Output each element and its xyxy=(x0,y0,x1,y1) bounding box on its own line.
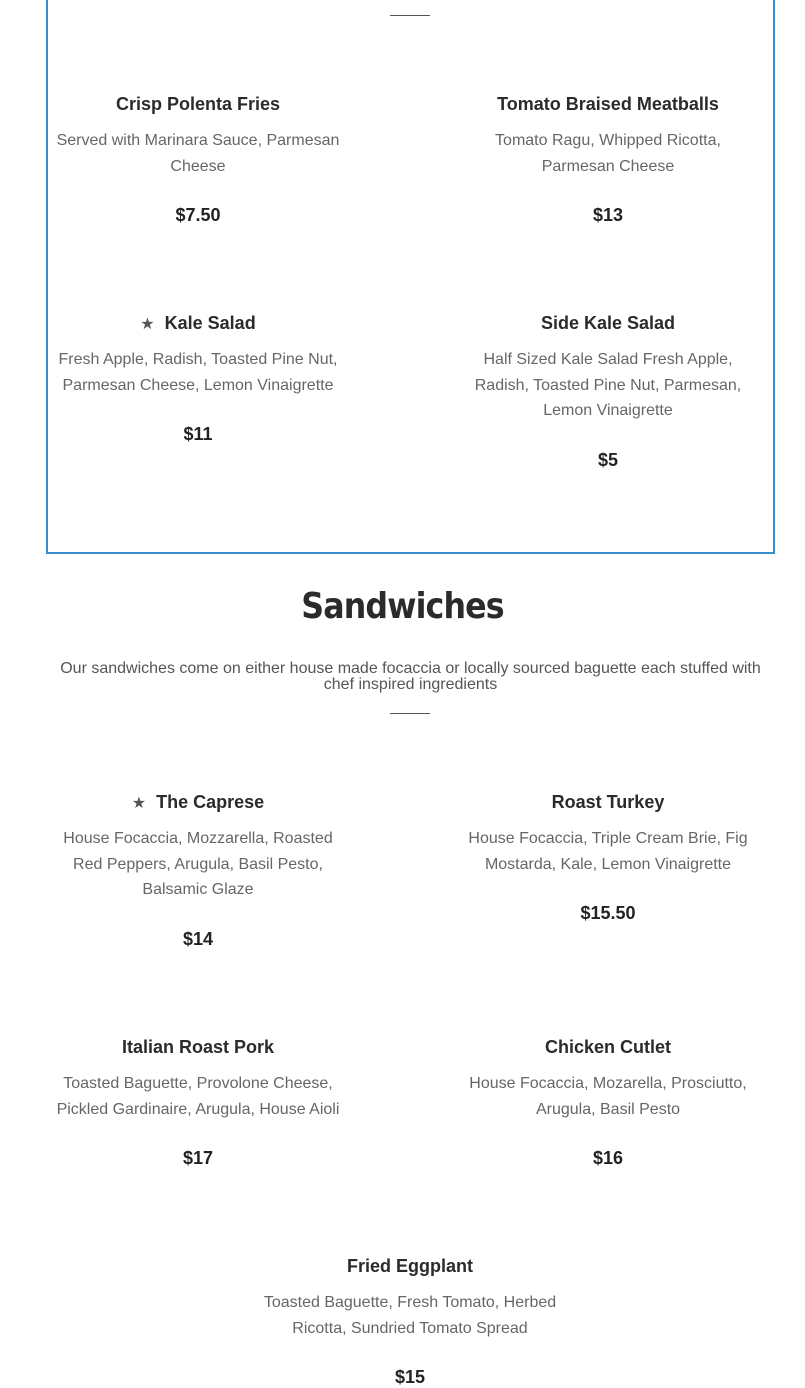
menu-item-name-text: Chicken Cutlet xyxy=(544,1037,672,1057)
menu-item-price: $14 xyxy=(182,928,214,949)
menu-item-name xyxy=(458,1035,758,1059)
menu-item-name xyxy=(48,790,348,814)
menu-item-name xyxy=(458,790,758,814)
menu-item-name-text: Crisp Polenta Fries xyxy=(115,94,281,114)
menu-item-price: $15 xyxy=(394,1367,426,1387)
menu-item-description: Toasted Baguette, Fresh Tomato, Herbed Ricotta, Sundried Tomato Spread xyxy=(263,1294,557,1337)
menu-item-the-caprese xyxy=(48,790,348,950)
menu-item-name-text: Side Kale Salad xyxy=(540,313,676,333)
section-description: Our sandwiches come on either house made focaccia or locally sourced baguette each stuffed with chef inspired ingredients xyxy=(60,660,761,693)
menu-item-italian-roast-pork xyxy=(48,1035,348,1169)
menu-item-name-text: Tomato Braised Meatballs xyxy=(497,94,719,114)
starters-section-box xyxy=(46,0,775,554)
menu-item-description: Served with Marinara Sauce, Parmesan Cheese xyxy=(56,132,340,175)
menu-item-name-text: Fried Eggplant xyxy=(347,1256,473,1276)
menu-item-name-text: Roast Turkey xyxy=(551,792,665,812)
menu-item-name-text: The Caprese xyxy=(156,792,265,812)
menu-item-description: House Focaccia, Mozarella, Prosciutto, Arugula, Basil Pesto xyxy=(469,1075,747,1118)
menu-item-description: Half Sized Kale Salad Fresh Apple, Radish, Toasted Pine Nut, Parmesan, Lemon Vinaigrette xyxy=(474,351,742,419)
star-icon: ★ xyxy=(131,795,147,812)
menu-item-fried-eggplant xyxy=(260,1254,560,1388)
menu-item-name xyxy=(458,311,758,335)
menu-item-description: Fresh Apple, Radish, Toasted Pine Nut, Parmesan Cheese, Lemon Vinaigrette xyxy=(58,351,338,394)
menu-item-price: $11 xyxy=(183,424,213,444)
menu-item-description: House Focaccia, Mozzarella, Roasted Red Peppers, Arugula, Basil Pesto, Balsamic Glaze xyxy=(63,830,333,898)
menu-item-kale-salad xyxy=(48,311,348,445)
menu-item-name-text: Italian Roast Pork xyxy=(121,1037,275,1057)
menu-item-name xyxy=(48,92,348,116)
star-icon: ★ xyxy=(140,316,155,333)
sandwiches-divider xyxy=(390,713,430,714)
menu-item-name xyxy=(260,1254,560,1278)
menu-item-price: $15.50 xyxy=(580,903,636,923)
menu-item-roast-turkey xyxy=(458,790,758,924)
menu-item-tomato-braised-meatballs xyxy=(458,92,758,226)
menu-item-price: $5 xyxy=(597,449,619,470)
menu-item-crisp-polenta-fries xyxy=(48,92,348,226)
menu-item-price: $17 xyxy=(182,1148,214,1168)
menu-item-name-text: Kale Salad xyxy=(164,313,256,333)
menu-item-side-kale-salad xyxy=(458,311,758,471)
menu-item-price: $13 xyxy=(592,205,624,225)
starters-divider xyxy=(390,15,430,16)
menu-item-price: $16 xyxy=(592,1148,624,1168)
section-title-sandwiches: Sandwiches xyxy=(301,586,504,627)
menu-item-name xyxy=(458,92,758,116)
menu-item-chicken-cutlet xyxy=(458,1035,758,1169)
menu-item-name xyxy=(48,311,348,335)
menu-item-description: House Focaccia, Triple Cream Brie, Fig Mostarda, Kale, Lemon Vinaigrette xyxy=(468,830,748,873)
menu-item-price: $7.50 xyxy=(175,205,221,225)
menu-item-description: Tomato Ragu, Whipped Ricotta, Parmesan Cheese xyxy=(495,132,721,175)
menu-item-name xyxy=(48,1035,348,1059)
menu-item-description: Toasted Baguette, Provolone Cheese, Pickled Gardinaire, Arugula, House Aioli xyxy=(56,1075,340,1118)
